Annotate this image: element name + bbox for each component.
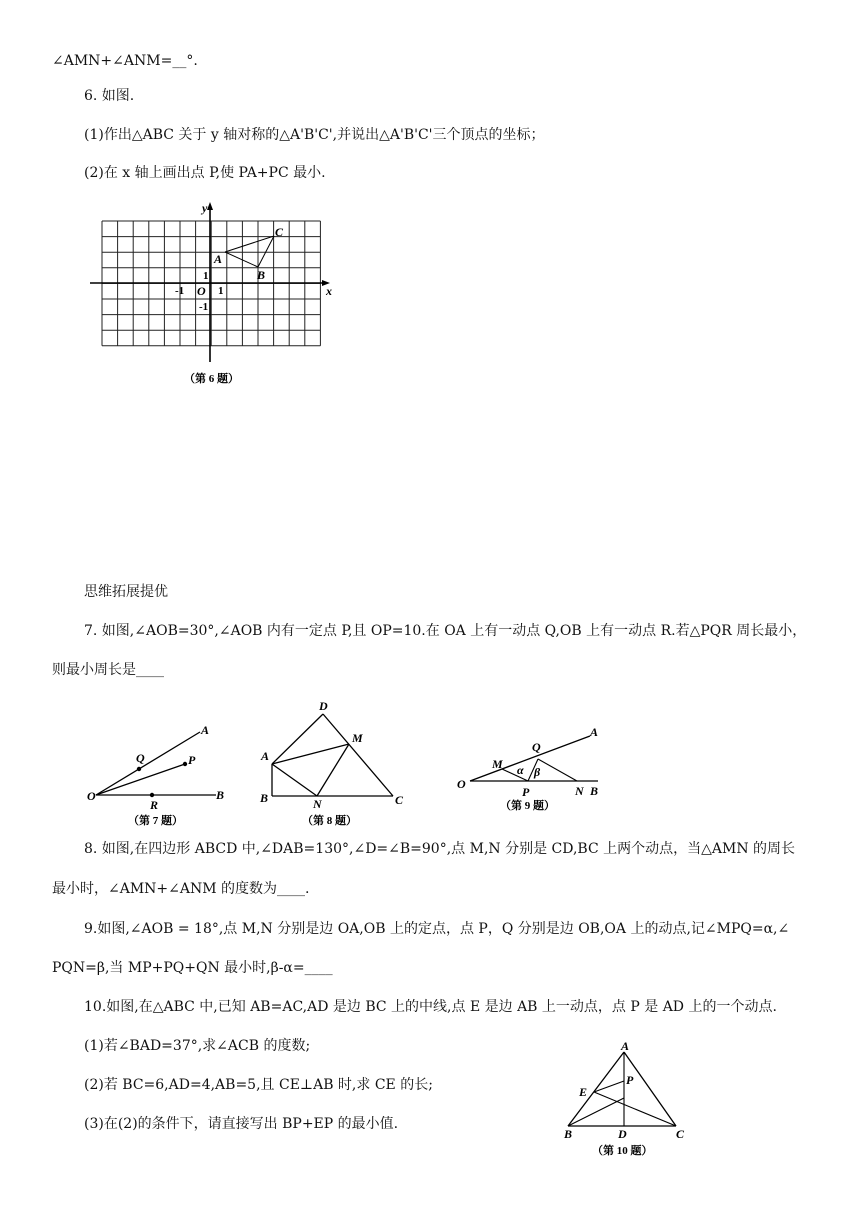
fig8-M-label: M (352, 731, 363, 745)
question-6-part-1: (1)作出△ABC 关于 y 轴对称的△A'B'C',并说出△A'B'C'三个顶点的坐标； (84, 127, 545, 143)
figure-8 (252, 696, 412, 832)
x-axis-label: x (326, 284, 332, 298)
fig8-B-label: B (260, 791, 269, 805)
answer-blank-line: ∠AMN+∠ANM=__°. (52, 53, 198, 69)
question-10-part-3: (3)在(2)的条件下，请直接写出 BP+EP 的最小值. (84, 1116, 399, 1132)
question-8-line-1: 8. 如图,在四边形 ABCD 中,∠DAB=130°,∠D=∠B=90°,点 M,N 分别是 CD,BC 上两个动点，当△AMN 的周长 (84, 841, 796, 857)
fig9-M-label: M (492, 757, 503, 771)
fig9-P-label: P (522, 785, 530, 799)
fig9-Q-label: Q (532, 740, 541, 754)
fig9-A-label: A (590, 725, 599, 739)
question-9-line-2: PQN=β,当 MP+PQ+QN 最小时,β-α=____ (52, 960, 333, 976)
fig10-P-label: P (626, 1073, 634, 1087)
question-7-line-1: 7. 如图,∠AOB=30°,∠AOB 内有一定点 P,且 OP=10.在 OA 上有一动点 Q,OB 上有一动点 R.若△PQR 周长最小， (84, 623, 807, 639)
question-10-stem: 10.如图,在△ABC 中,已知 AB=AC,AD 是边 BC 上的中线,点 E 是边 AB 上一动点，点 P 是 AD 上的一个动点. (84, 999, 777, 1015)
figure-10-caption: （第 10 题） (592, 1145, 653, 1157)
y-tick-1: 1 (203, 270, 209, 282)
question-9-line-1: 9.如图,∠AOB = 18°,点 M,N 分别是边 OA,OB 上的定点，点 P，Q 分别是边 OB,OA 上的动点,记∠MPQ=α,∠ (84, 921, 790, 937)
point-C-label: C (275, 225, 284, 239)
origin-label: O (197, 284, 206, 298)
figure-8-caption: （第 8 题） (302, 815, 357, 827)
question-6-part-2: (2)在 x 轴上画出点 P,使 PA+PC 最小. (84, 165, 326, 181)
y-axis-label: y (202, 201, 208, 215)
fig8-A-label: A (261, 749, 270, 763)
fig9-N-label: N (575, 784, 584, 798)
fig7-Q-label: Q (136, 751, 145, 765)
fig7-R-label: R (150, 798, 159, 812)
fig8-C-label: C (395, 793, 404, 807)
x-tick-neg1: -1 (175, 285, 185, 297)
question-10-part-2: (2)若 BC=6,AD=4,AB=5,且 CE⊥AB 时,求 CE 的长; (84, 1077, 433, 1093)
fig8-N-label: N (313, 797, 322, 811)
figure-9 (452, 718, 612, 816)
section-heading: 思维拓展提优 (84, 584, 168, 600)
question-6-title: 6. 如图. (84, 88, 135, 104)
fig10-C-label: C (676, 1127, 685, 1141)
x-tick-1: 1 (218, 285, 224, 297)
question-10-part-1: (1)若∠BAD=37°,求∠ACB 的度数; (84, 1038, 311, 1054)
y-tick-neg1: -1 (199, 301, 209, 313)
figure-6-caption: （第 6 题） (184, 373, 239, 385)
fig10-D-label: D (618, 1127, 627, 1141)
fig7-O-label: O (87, 789, 96, 803)
fig7-B-label: B (216, 788, 225, 802)
figure-7 (82, 720, 232, 832)
fig7-A-label: A (201, 723, 210, 737)
fig9-B-label: B (590, 784, 599, 798)
figure-6 (86, 196, 342, 392)
figure-9-caption: （第 9 题） (500, 800, 555, 812)
fig10-E-label: E (579, 1085, 588, 1099)
fig9-alpha-label: α (517, 763, 524, 777)
fig8-D-label: D (319, 699, 328, 713)
fig9-beta-label: β (534, 765, 541, 779)
fig10-A-label: A (621, 1039, 630, 1053)
figure-7-caption: （第 7 题） (128, 815, 183, 827)
point-A-label: A (214, 252, 223, 266)
fig9-O-label: O (457, 777, 466, 791)
point-B-label: B (257, 268, 266, 282)
figure-10 (556, 1036, 696, 1164)
fig10-B-label: B (564, 1127, 573, 1141)
fig7-P-label: P (188, 753, 196, 767)
question-7-line-2: 则最小周长是____ (52, 662, 164, 678)
question-8-line-2: 最小时，∠AMN+∠ANM 的度数为____. (52, 881, 310, 897)
